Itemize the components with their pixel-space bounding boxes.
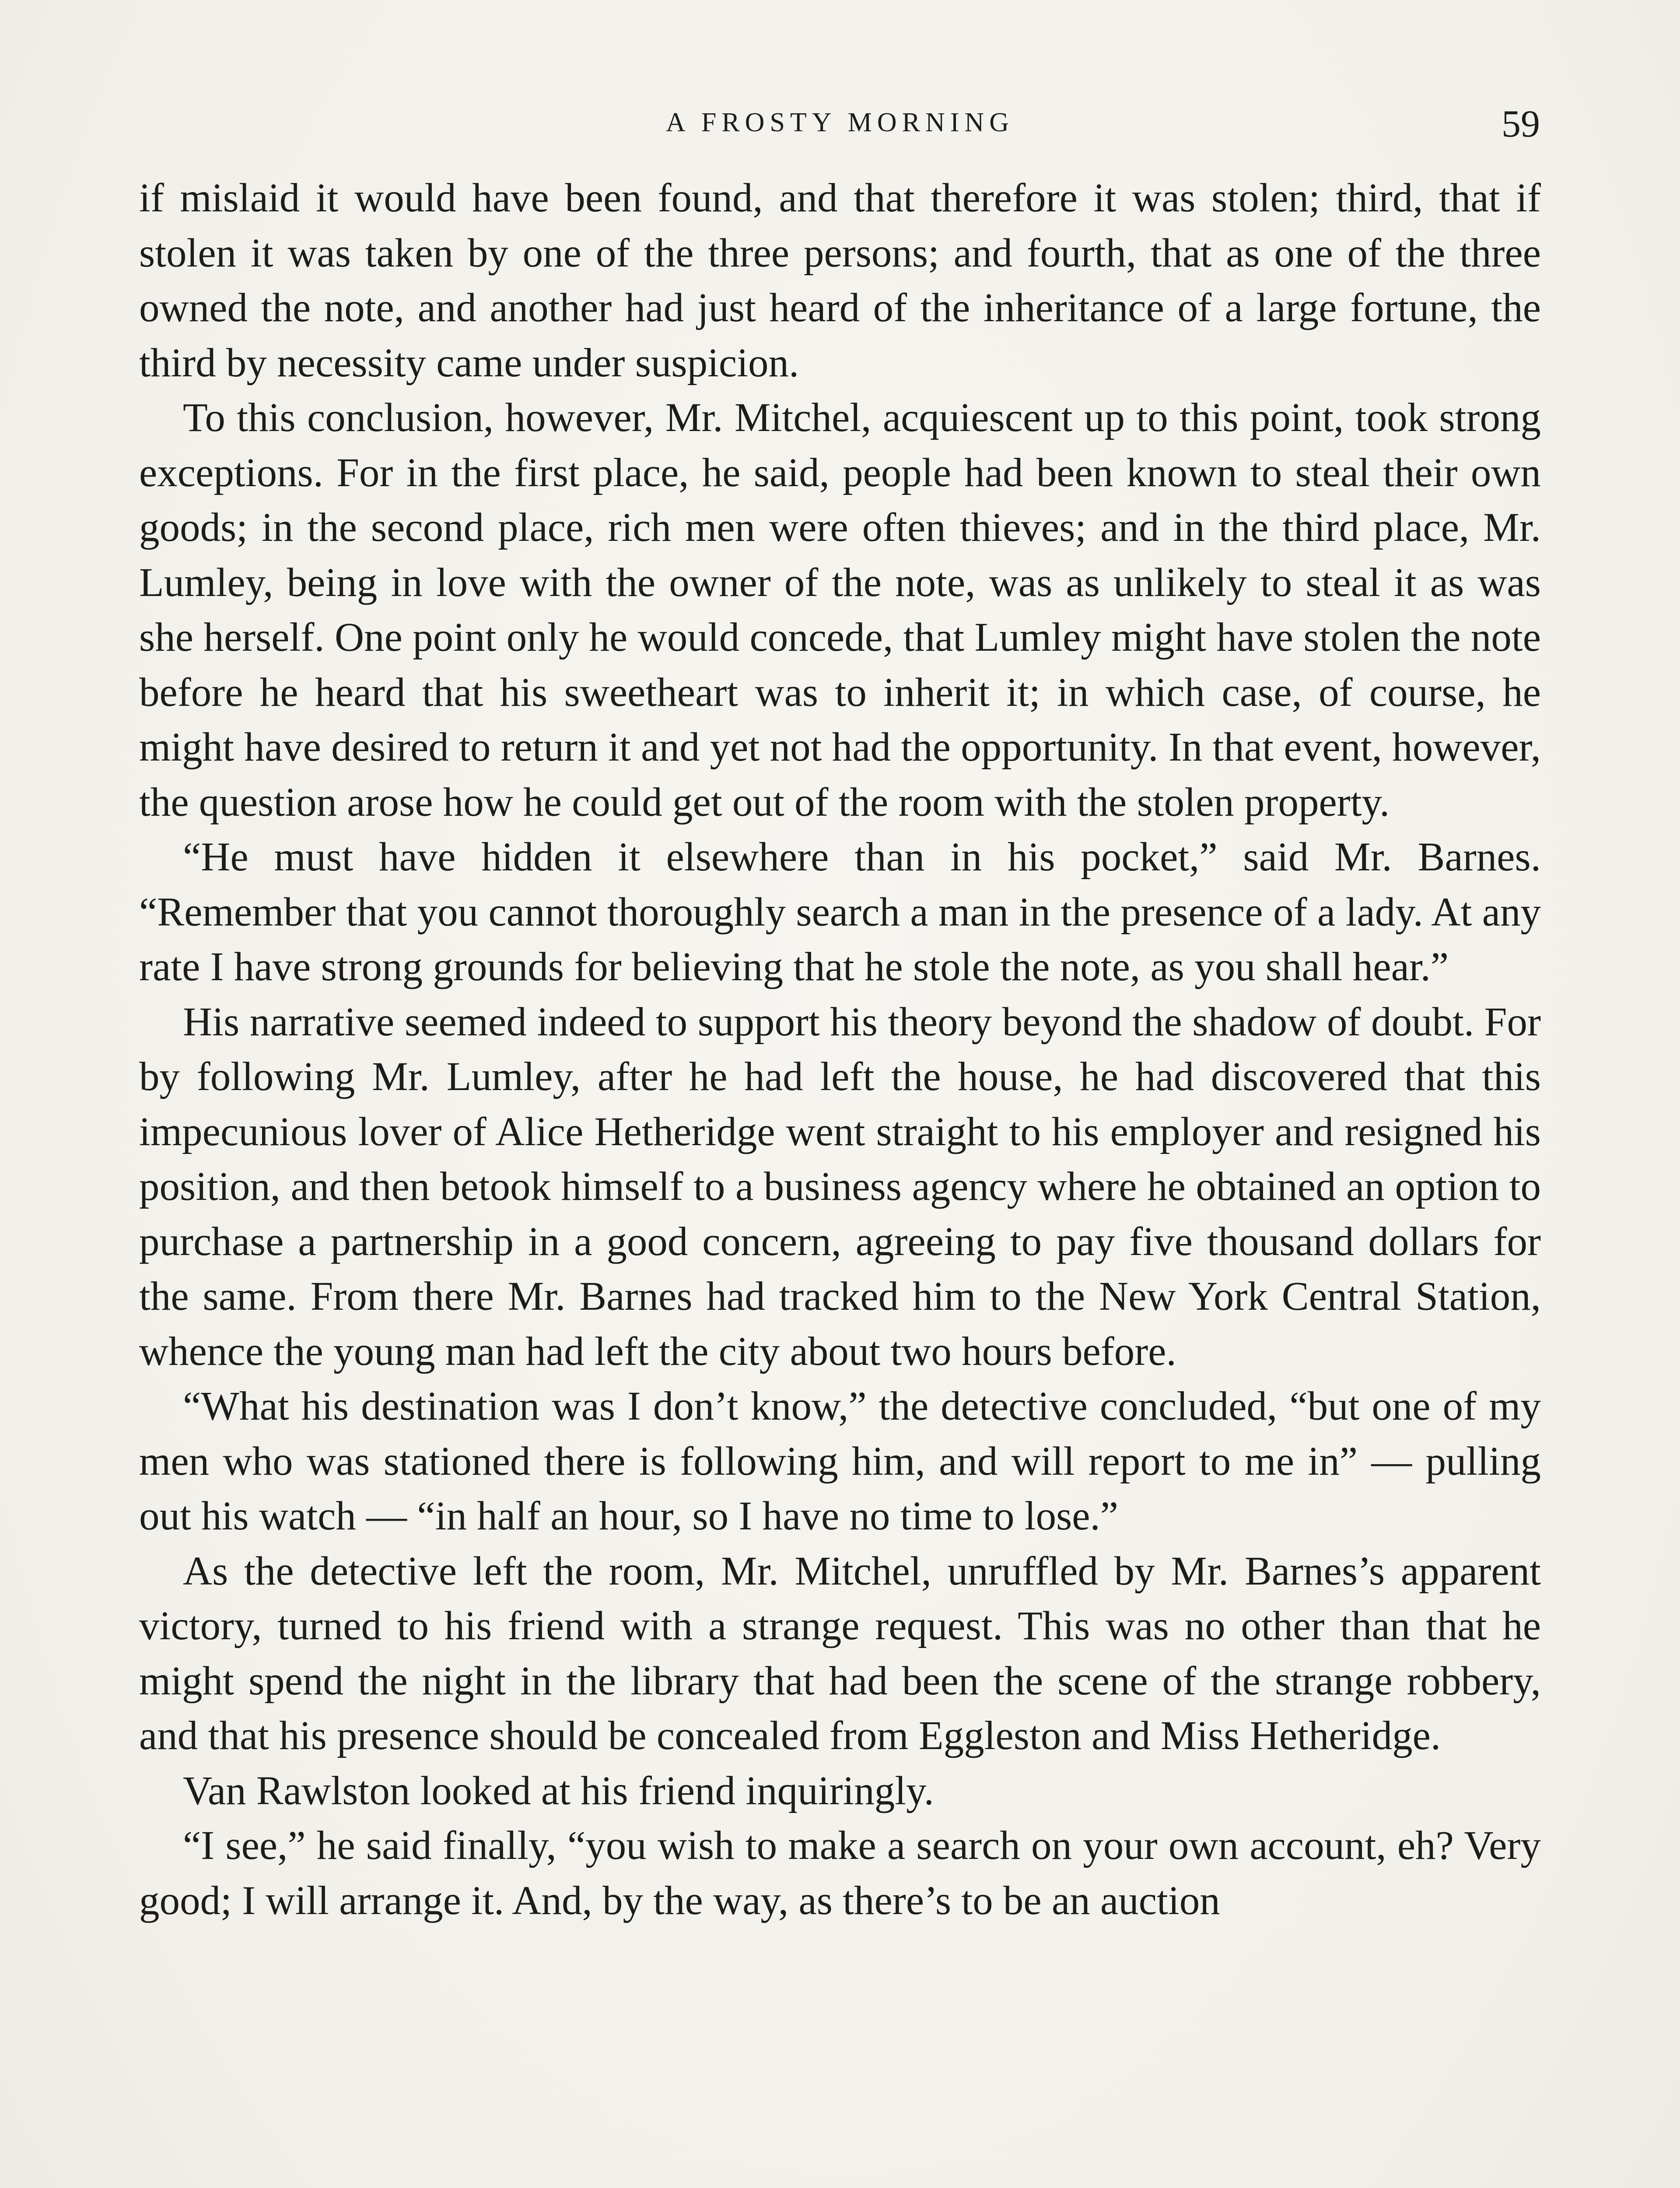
paragraph: His narrative seemed indeed to support his theory beyond the shadow of doubt. For by following Mr. Lumley, after he had left the house, he had discovered that this impecunious lover of Alice Hetheridge went straight to his employer and resigned his position, and then betook himself to a business agency where he obtained an option to purchase a partnership in a good concern, agreeing to pay five thousand dollars for the same. From there Mr. Barnes had tracked him to the New York Central Station, whence the young man had left the city about two hours before.: [139, 999, 1541, 1374]
running-head: [140, 103, 1540, 151]
paragraph-continued: if mislaid it would have been found, and that therefore it was stolen; third, that if stolen it was taken by one of the three persons; and fourth, that as one of the three owned the note, and another had just heard of the inheritance of a large fortune, the third by necessity came under suspicion.: [139, 175, 1541, 386]
paragraph: “I see,” he said finally, “you wish to make a search on your own account, eh? Very good; I will arrange it. And, by the way, as there’s to be an auction: [139, 1823, 1541, 1923]
paragraph: “What his destination was I don’t know,” the detective concluded, “but one of my men who was stationed there is following him, and will report to me in” — pulling out his watch — “in half an hour, so I have no time to lose.”: [139, 1384, 1541, 1539]
paragraph: “He must have hidden it elsewhere than in his pocket,” said Mr. Barnes. “Remember that you cannot thoroughly search a man in the presence of a lady. At any rate I have strong grounds for believing that he stole the note, as you shall hear.”: [139, 835, 1541, 989]
page-number: 59: [1502, 103, 1540, 145]
paragraph: As the detective left the room, Mr. Mitchel, unruffled by Mr. Barnes’s apparent victory, turned to his friend with a strange request. This was no other than that he might spend the night in the library that had been the scene of the strange robbery, and that his presence should be concealed from Eggleston and Miss Hetheridge.: [139, 1548, 1541, 1758]
paragraph: Van Rawlston looked at his friend inquiringly.: [183, 1768, 934, 1813]
running-title: A FROSTY MORNING: [665, 108, 1014, 137]
paragraph: To this conclusion, however, Mr. Mitchel, acquiescent up to this point, took strong exceptions. For in the first place, he said, people had been known to steal their own goods; in the second place, rich men were often thieves; and in the third place, Mr. Lumley, being in love with the owner of the note, was as unlikely to steal it as was she herself. One point only he would concede, that Lumley might have stolen the note before he heard that his sweetheart was to inherit it; in which case, of course, he might have desired to return it and yet not had the opportunity. In that event, however, the question arose how he could get out of the room with the stolen property.: [139, 395, 1541, 825]
body-text: [139, 171, 1541, 1928]
